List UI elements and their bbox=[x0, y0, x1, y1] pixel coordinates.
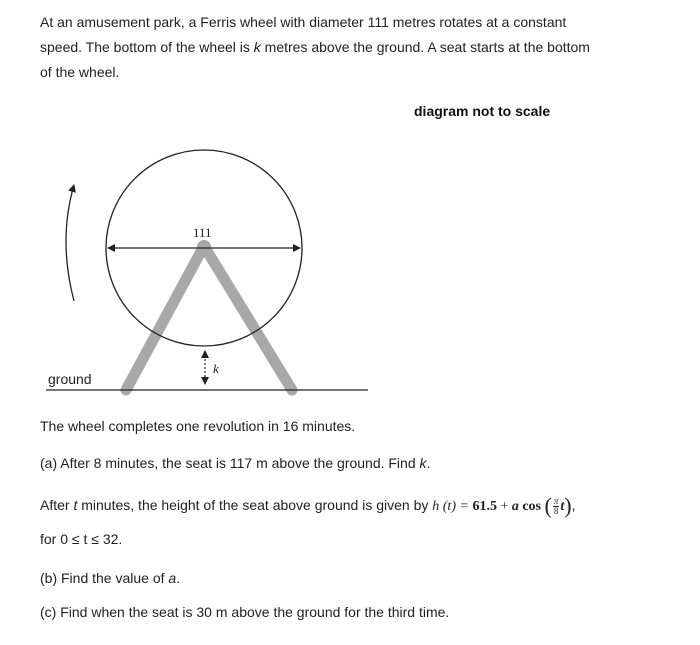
question-part-a bbox=[40, 451, 430, 476]
rotation-direction-arrow bbox=[66, 185, 74, 301]
question-part-b bbox=[40, 566, 180, 591]
formula-cos: cos bbox=[518, 499, 545, 514]
fraction-numerator: π bbox=[553, 496, 559, 507]
formula-lhs: h (t) = bbox=[432, 499, 473, 514]
k-variable: k bbox=[253, 39, 261, 55]
formula-plus: + bbox=[496, 499, 512, 514]
height-end: , bbox=[571, 497, 576, 513]
part-a-end: . bbox=[426, 455, 431, 471]
fraction-denominator: 8 bbox=[553, 506, 559, 517]
formula-fraction bbox=[553, 497, 560, 516]
intro-line-2-end: metres above the ground. A seat starts at the bottom bbox=[260, 39, 590, 55]
t-variable: t bbox=[73, 497, 78, 513]
formula-variable: t bbox=[560, 499, 565, 514]
revolution-statement: The wheel completes one revolution in 16 minutes. bbox=[40, 418, 356, 434]
height-function-statement bbox=[40, 493, 575, 519]
left-support-leg bbox=[126, 246, 204, 390]
formula-constant: 61.5 bbox=[472, 499, 497, 514]
diagram-not-to-scale-note: diagram not to scale bbox=[414, 103, 551, 119]
part-b-end: . bbox=[176, 570, 181, 586]
formula-close-paren: ) bbox=[564, 493, 572, 518]
part-b-variable: a bbox=[168, 570, 177, 586]
height-formula bbox=[432, 493, 572, 518]
formula-coefficient: a bbox=[511, 499, 519, 514]
intro-line-2-start: speed. The bottom of the wheel is bbox=[40, 39, 254, 55]
part-a-text: (a) After 8 minutes, the seat is 117 m above the ground. Find bbox=[40, 455, 420, 471]
height-intro-start: After bbox=[40, 497, 74, 513]
intro-line-3: of the wheel. bbox=[40, 64, 120, 80]
wheel-hub bbox=[197, 240, 211, 254]
formula-open-paren: ( bbox=[544, 493, 552, 518]
ground-label: ground bbox=[48, 371, 92, 387]
intro-line-1: At an amusement park, a Ferris wheel with diameter 111 metres rotates at a constant bbox=[40, 14, 567, 30]
problem-introduction bbox=[40, 10, 640, 85]
domain-statement: for 0 ≤ t ≤ 32. bbox=[40, 531, 123, 547]
part-b-text: (b) Find the value of bbox=[40, 570, 169, 586]
height-intro-middle: minutes, the height of the seat above ground is given by bbox=[77, 497, 433, 513]
diameter-label: 111 bbox=[193, 225, 212, 240]
ferris-wheel-diagram bbox=[0, 130, 700, 400]
part-a-variable: k bbox=[419, 455, 427, 471]
k-label: k bbox=[213, 361, 219, 376]
question-part-c: (c) Find when the seat is 30 m above the ground for the third time. bbox=[40, 604, 450, 620]
